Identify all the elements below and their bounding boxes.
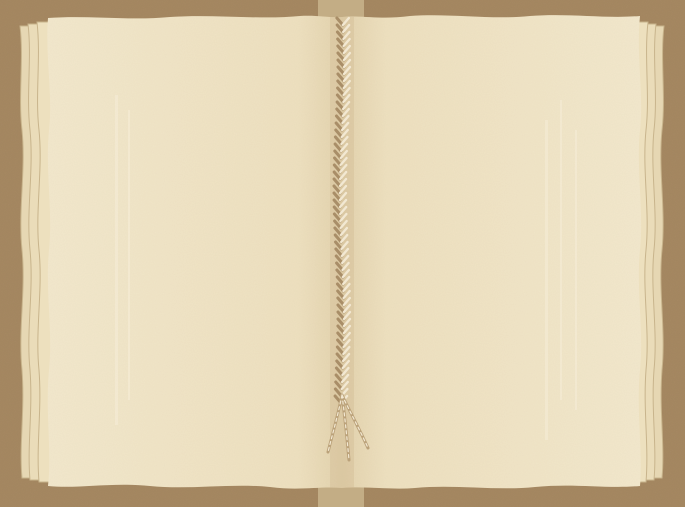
spine-tab-bottom bbox=[318, 487, 364, 507]
spine-tab-top bbox=[318, 0, 364, 18]
right-page bbox=[342, 15, 641, 488]
left-page bbox=[47, 16, 342, 489]
